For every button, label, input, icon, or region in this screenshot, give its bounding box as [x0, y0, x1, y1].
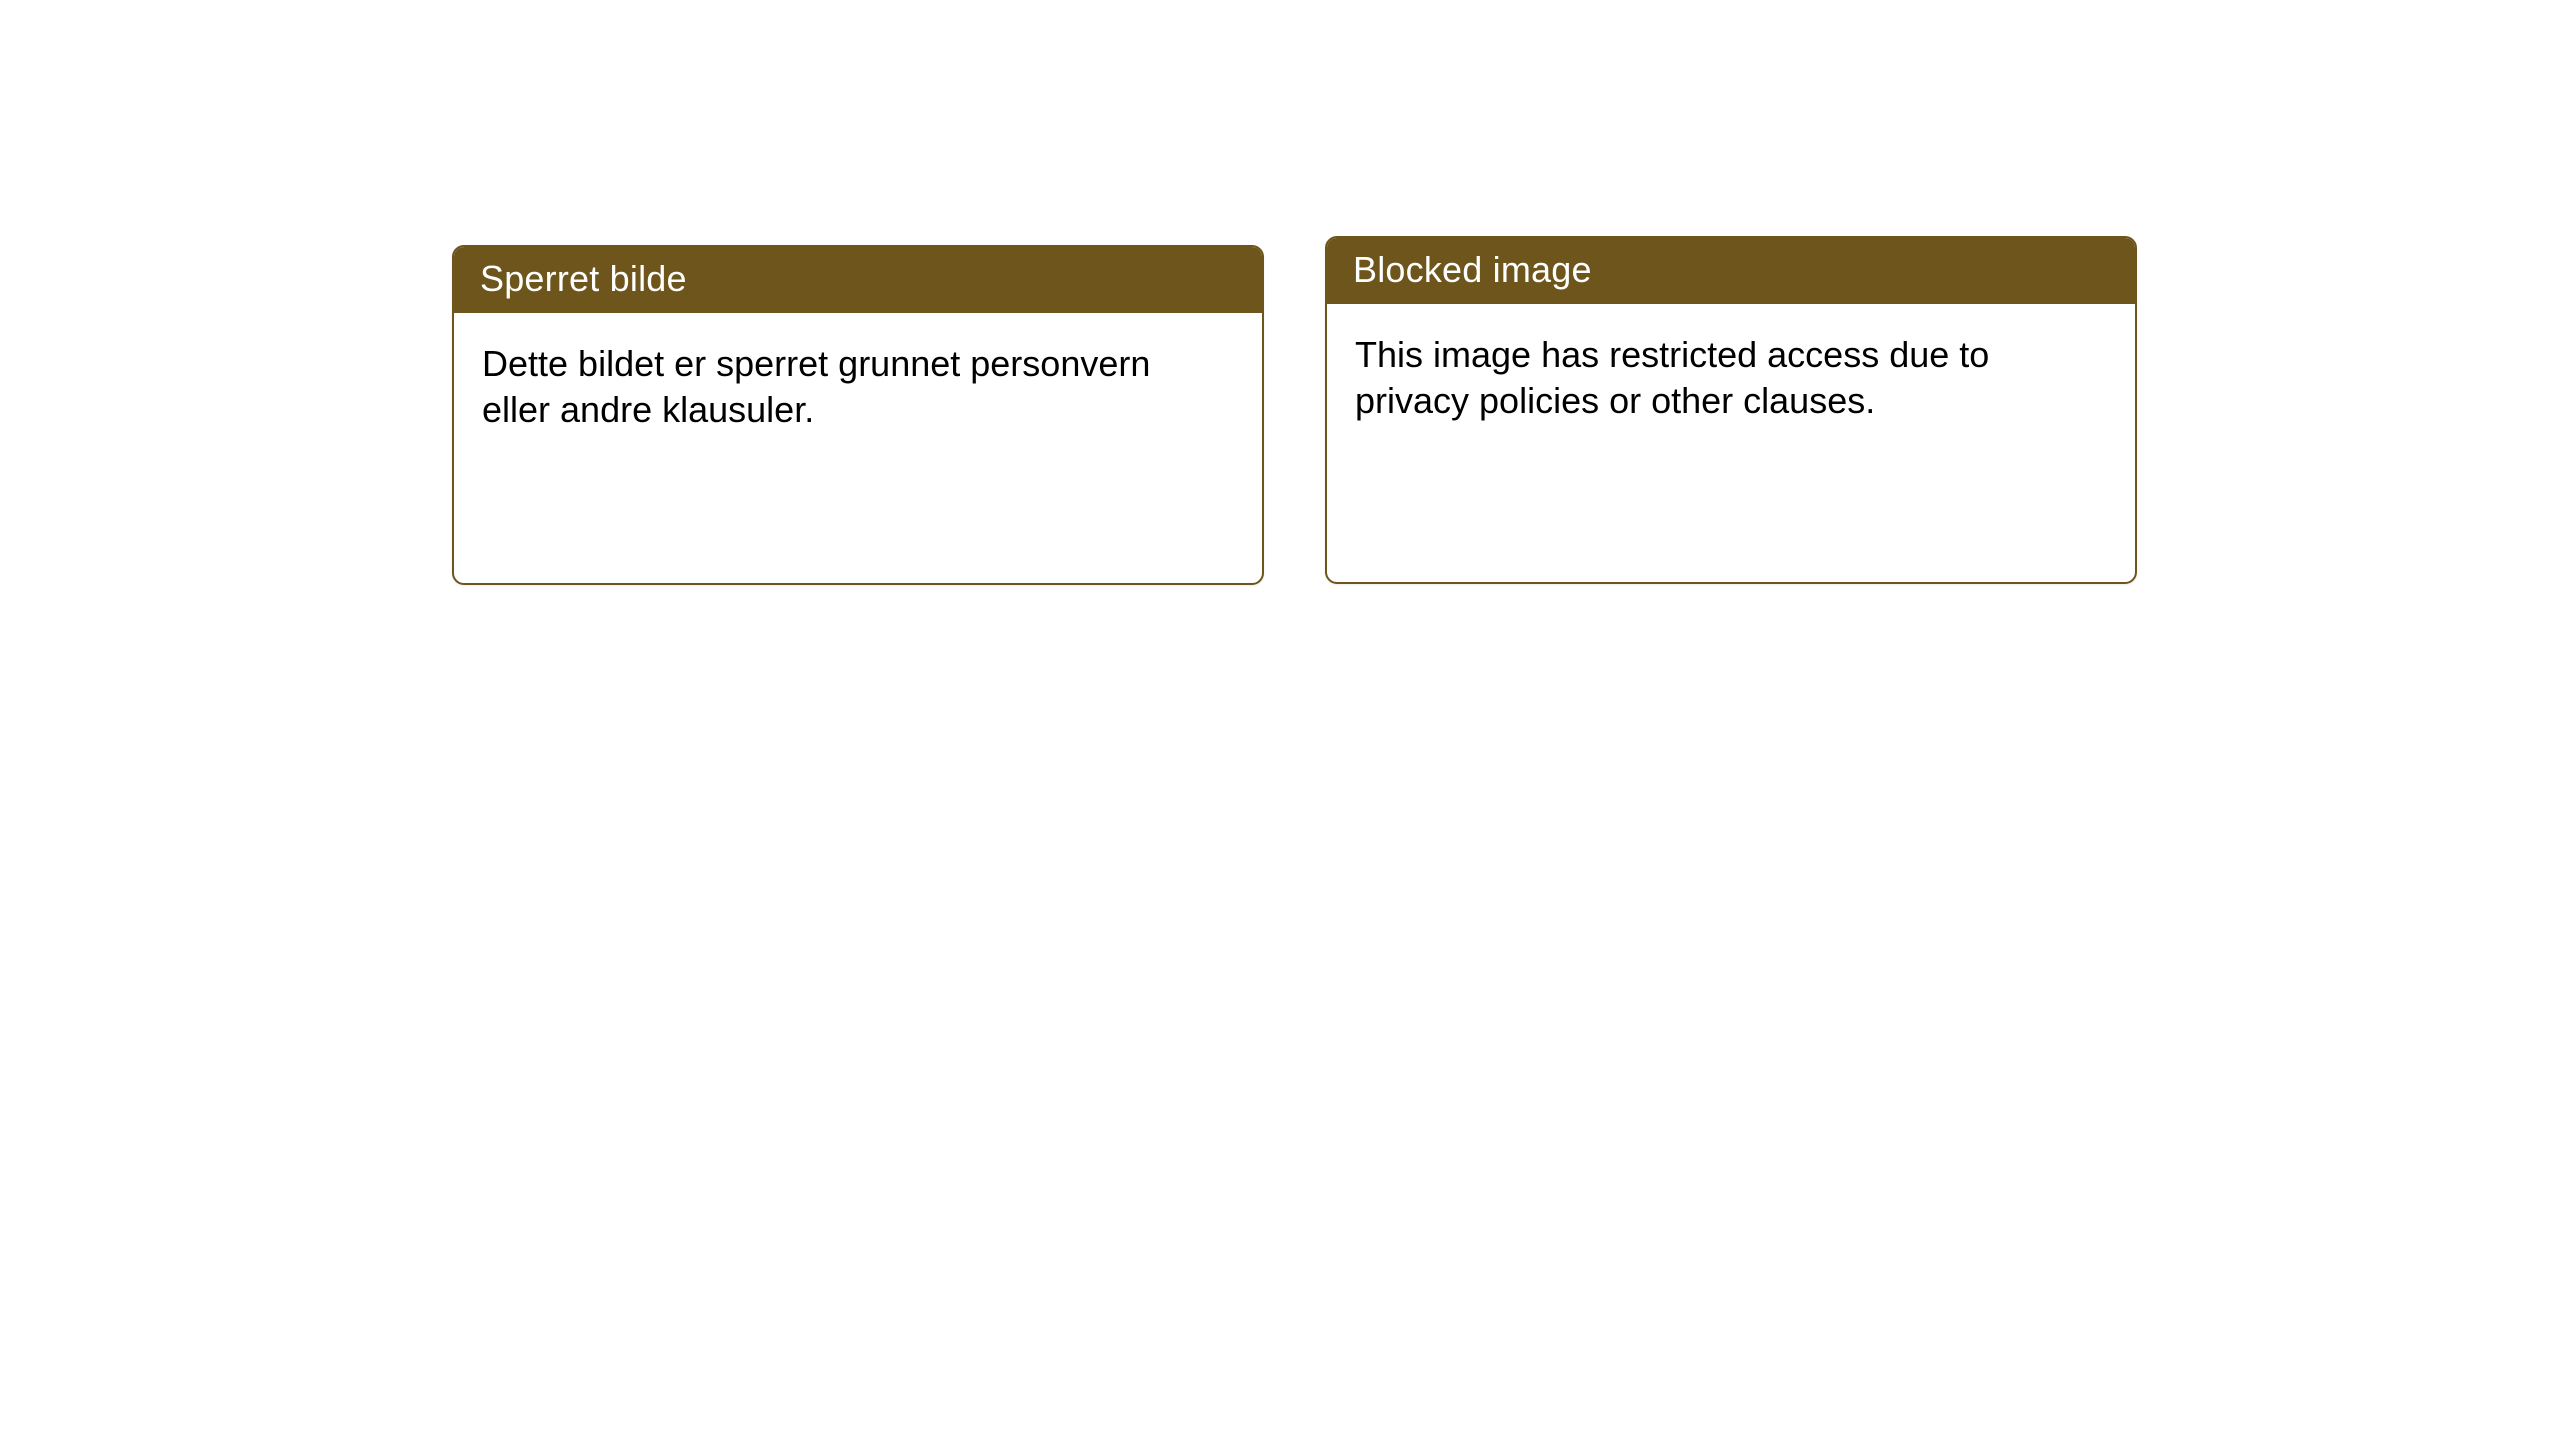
notice-body-no [454, 313, 1262, 433]
notice-title-en: Blocked image [1327, 238, 2135, 304]
notice-body-text-en: This image has restricted access due to privacy policies or other clauses. [1355, 334, 1990, 422]
blocked-image-notice-en [1325, 236, 2137, 584]
blocked-image-notice-no [452, 245, 1264, 585]
notice-title-no: Sperret bilde [454, 247, 1262, 313]
notice-body-en [1327, 304, 2135, 424]
notice-body-text-no: Dette bildet er sperret grunnet personvern eller andre klausuler. [482, 343, 1151, 431]
